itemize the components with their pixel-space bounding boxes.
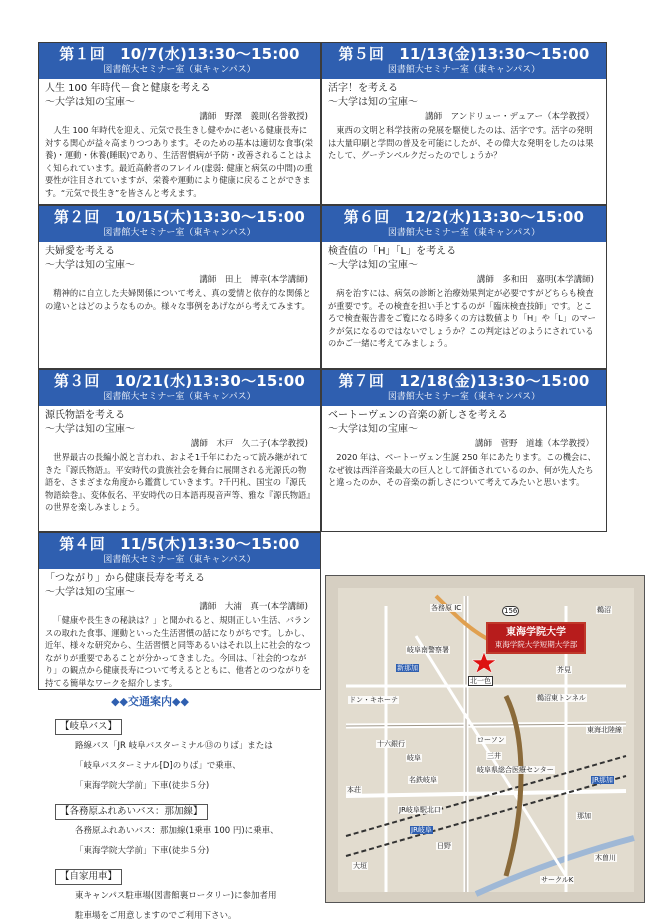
session-room: 図書館大セミナー室（東キャンパス）	[103, 555, 256, 565]
session-lecturer: 講師 大浦 真一(本学講師)	[199, 602, 308, 612]
session-lecturer: 講師 野澤 義則(名誉教授)	[199, 112, 308, 122]
session-room: 図書館大セミナー室（東キャンパス）	[387, 65, 541, 75]
session-description: 2020 年は、ベートーヴェン生誕 250 年にあたります。この機会に、なぜ彼は西洋音楽最大の巨人として評価されているのか、何が先人たちと違ったのか、その音楽の新しさについて考えてみたいと思います。	[328, 452, 596, 487]
map-label: 岐阜県総合医療センター	[477, 766, 554, 774]
session-subtitle: ～大学は知の宝庫～	[328, 260, 418, 271]
access-line: 各務原ふれあいバス：那加線(1乗車 100 円)に乗車、	[75, 826, 279, 836]
map-label: 日野	[437, 842, 451, 850]
session-header	[39, 206, 320, 242]
session-title: ベートーヴェンの音楽の新しさを考える	[328, 410, 508, 421]
map-label: JR岐阜	[411, 826, 432, 834]
session-room: 図書館大セミナー室（東キャンパス）	[103, 65, 256, 75]
session-card-7	[321, 369, 607, 532]
map-label: サークルK	[541, 876, 574, 884]
map-label: 大垣	[353, 862, 367, 870]
session-date: 第６回 12/2(水)13:30～15:00	[343, 208, 585, 226]
session-date: 第５回 11/13(金)13:30～15:00	[338, 45, 590, 63]
session-header	[39, 43, 320, 79]
session-title: 活字！を考える	[328, 83, 398, 94]
session-subtitle: ～大学は知の宝庫～	[45, 260, 135, 271]
session-card-5	[321, 42, 607, 205]
map-label: 那加	[577, 812, 591, 820]
map-label: 北一色	[470, 677, 491, 685]
map-label: 名鉄岐阜	[409, 776, 437, 784]
session-lecturer: 講師 田上 博幸(本学講師)	[199, 275, 308, 285]
map-label: 芥見	[557, 666, 571, 674]
session-description: 「健康や長生きの秘訣は？」と聞かれると、規則正しい生活、バランスの取れた食事、運動といった生活習慣の話になりがちです。しかし、近年、様々な研究から、生活習慣と同等あるいはそれ以上に社会的なつながりが重要であることが分かってきました。今回は、「社会的つながり」の観点から健康長寿について考えるとともに、他者とのつながりを持てる簡単なワークを紹介します。	[45, 615, 311, 688]
session-description: 東西の文明と科学技術の発展を駆使したのは、活字です。活字の発明は大量印刷と学問の普及を可能にしたが、その偉大な発明をしたのは果たして、グーテンベルクだったのでしょうか？	[328, 125, 594, 160]
session-date: 第４回 11/5(木)13:30～15:00	[59, 535, 300, 553]
session-room: 図書館大セミナー室（東キャンパス）	[103, 228, 256, 238]
session-card-6	[321, 205, 607, 369]
session-card-1	[38, 42, 321, 205]
map-label: 岐阜	[407, 754, 421, 762]
access-line: 「東海学院大学前」下車(徒歩５分)	[75, 846, 210, 856]
session-header	[39, 533, 320, 569]
session-body	[322, 79, 606, 162]
session-title: 夫婦愛を考える	[45, 246, 115, 257]
access-info	[55, 693, 325, 921]
access-category-bus: 【岐阜バス】	[55, 719, 122, 735]
access-line: 「岐阜バスターミナル[D]のりば」で乗車、	[75, 761, 241, 771]
session-subtitle: ～大学は知の宝庫～	[328, 424, 418, 435]
session-body	[39, 406, 320, 514]
access-category-car: 【自家用車】	[55, 869, 122, 885]
map-label: 鵜沼東トンネル	[537, 694, 586, 702]
session-lecturer: 講師 菅野 道雄（本学教授）	[474, 439, 594, 449]
session-title: 源氏物語を考える	[45, 410, 125, 421]
map-label: JR那加	[592, 776, 613, 784]
session-date: 第７回 12/18(金)13:30～15:00	[338, 372, 590, 390]
session-room: 図書館大セミナー室（東キャンパス）	[103, 392, 256, 402]
session-date: 第３回 10/21(水)13:30～15:00	[53, 372, 306, 390]
session-body	[39, 79, 320, 199]
map-label: 十六銀行	[377, 740, 405, 748]
session-description: 人生 100 年時代を迎え、元気で長生きし健やかに老いる健康長寿に対する関心が益々高まりつつあります。そのための基本は適切な食事(栄養)・運動・休養(睡眠)であり、生活習慣病が予防・改善されることはよく知られています。最近高齢者のフレイル(虚弱: 健康と病気の中間)の重要性が注目されていますが、栄養や運動により健康に戻ることができます。“元気で長生き”を皆さんと考えます。	[45, 125, 314, 198]
university-sub: 東海学院大学短期大学部	[494, 640, 578, 649]
session-description: 精神的に自立した夫婦関係について考え、真の愛情と依存的な関係との違いとはどのようなものか。様々な事例をあげながら考えてみます。	[45, 288, 311, 311]
access-category-community-bus: 【各務原ふれあいバス：那加線】	[55, 804, 208, 820]
map-label: 木曽川	[595, 854, 616, 862]
session-date: 第１回 10/7(水)13:30～15:00	[59, 45, 300, 63]
session-date: 第２回 10/15(木)13:30～15:00	[53, 208, 306, 226]
access-line: 路線バス「JR 岐阜バスターミナル⑬のりば」または	[75, 741, 273, 751]
map-label: 東海北陸線	[587, 726, 622, 734]
access-line: 東キャンパス駐車場(図書館裏ロータリー)に参加者用	[75, 891, 277, 901]
session-room: 図書館大セミナー室（東キャンパス）	[387, 392, 541, 402]
session-description: 病を治すには、病気の診断と治療効果判定が必要ですがどちらも検査が重要です。その検査を担い手とするのが「臨床検査技師」です。ところで検査報告書をご覧になる時多くの方は数値より「H」や「L」のマークが気になるのではないでしょうか？この判定はどのようにされているのかご一緒に考えてみましょう。	[328, 288, 596, 348]
map-label: ドン・キホーテ	[349, 696, 398, 704]
session-body	[322, 406, 606, 489]
session-lecturer: 講師 多和田 嘉明(本学講師)	[476, 275, 594, 285]
session-body	[322, 242, 606, 350]
session-title: 人生 100 年時代－食と健康を考える	[45, 83, 211, 94]
access-map	[325, 575, 645, 903]
university-name: 東海学院大学	[506, 627, 566, 638]
access-line: 駐車場をご用意しますのでご利用下さい。	[75, 911, 237, 921]
map-label: JR岐阜駅北口	[399, 806, 441, 814]
session-header	[39, 370, 320, 406]
map-label: 本荘	[347, 786, 361, 794]
map-label: 各務原 IC	[431, 604, 462, 612]
session-lecturer: 講師 木戸 久二子(本学教授)	[190, 439, 308, 449]
session-title: 検査值の「H」「L」を考える	[328, 246, 457, 257]
session-subtitle: ～大学は知の宝庫～	[45, 97, 135, 108]
session-subtitle: ～大学は知の宝庫～	[45, 587, 135, 598]
session-card-4	[38, 532, 321, 690]
session-lecturer: 講師 アンドリュー・デュアー（本学教授）	[425, 112, 594, 122]
map-label: ローソン	[477, 736, 505, 744]
session-body	[39, 569, 320, 689]
session-title: 「つながり」から健康長寿を考える	[45, 573, 205, 584]
map-label: 新那加	[397, 664, 418, 672]
map-label: 岐阜南警察署	[407, 646, 449, 654]
session-card-2	[38, 205, 321, 369]
map-label: 三井	[487, 752, 501, 760]
session-header	[322, 43, 606, 79]
session-header	[322, 206, 606, 242]
session-subtitle: ～大学は知の宝庫～	[45, 424, 135, 435]
session-body	[39, 242, 320, 312]
access-line: 「東海学院大学前」下車(徒歩５分)	[75, 781, 210, 791]
session-card-3	[38, 369, 321, 532]
session-subtitle: ～大学は知の宝庫～	[328, 97, 418, 108]
map-label: 156	[504, 607, 518, 615]
access-heading: ◆◆交通案内◆◆	[111, 695, 189, 708]
university-sign	[486, 622, 586, 654]
session-header	[322, 370, 606, 406]
session-room: 図書館大セミナー室（東キャンパス）	[387, 228, 541, 238]
map-label: 鵜沼	[597, 606, 611, 614]
session-description: 世界最古の長編小説と言われ、およそ1千年にわたって読み継がれてきた『源氏物語』。平安時代の貴族社会を舞台に展開される光源氏の物語を、さまざまな角度から鑑賞していきます。?千円札、国宝の『源氏物語絵巻』、変体仮名、平安時代の日本語再現音声等、雅な『源氏物語』の世界を楽しみましょう。	[45, 452, 311, 512]
